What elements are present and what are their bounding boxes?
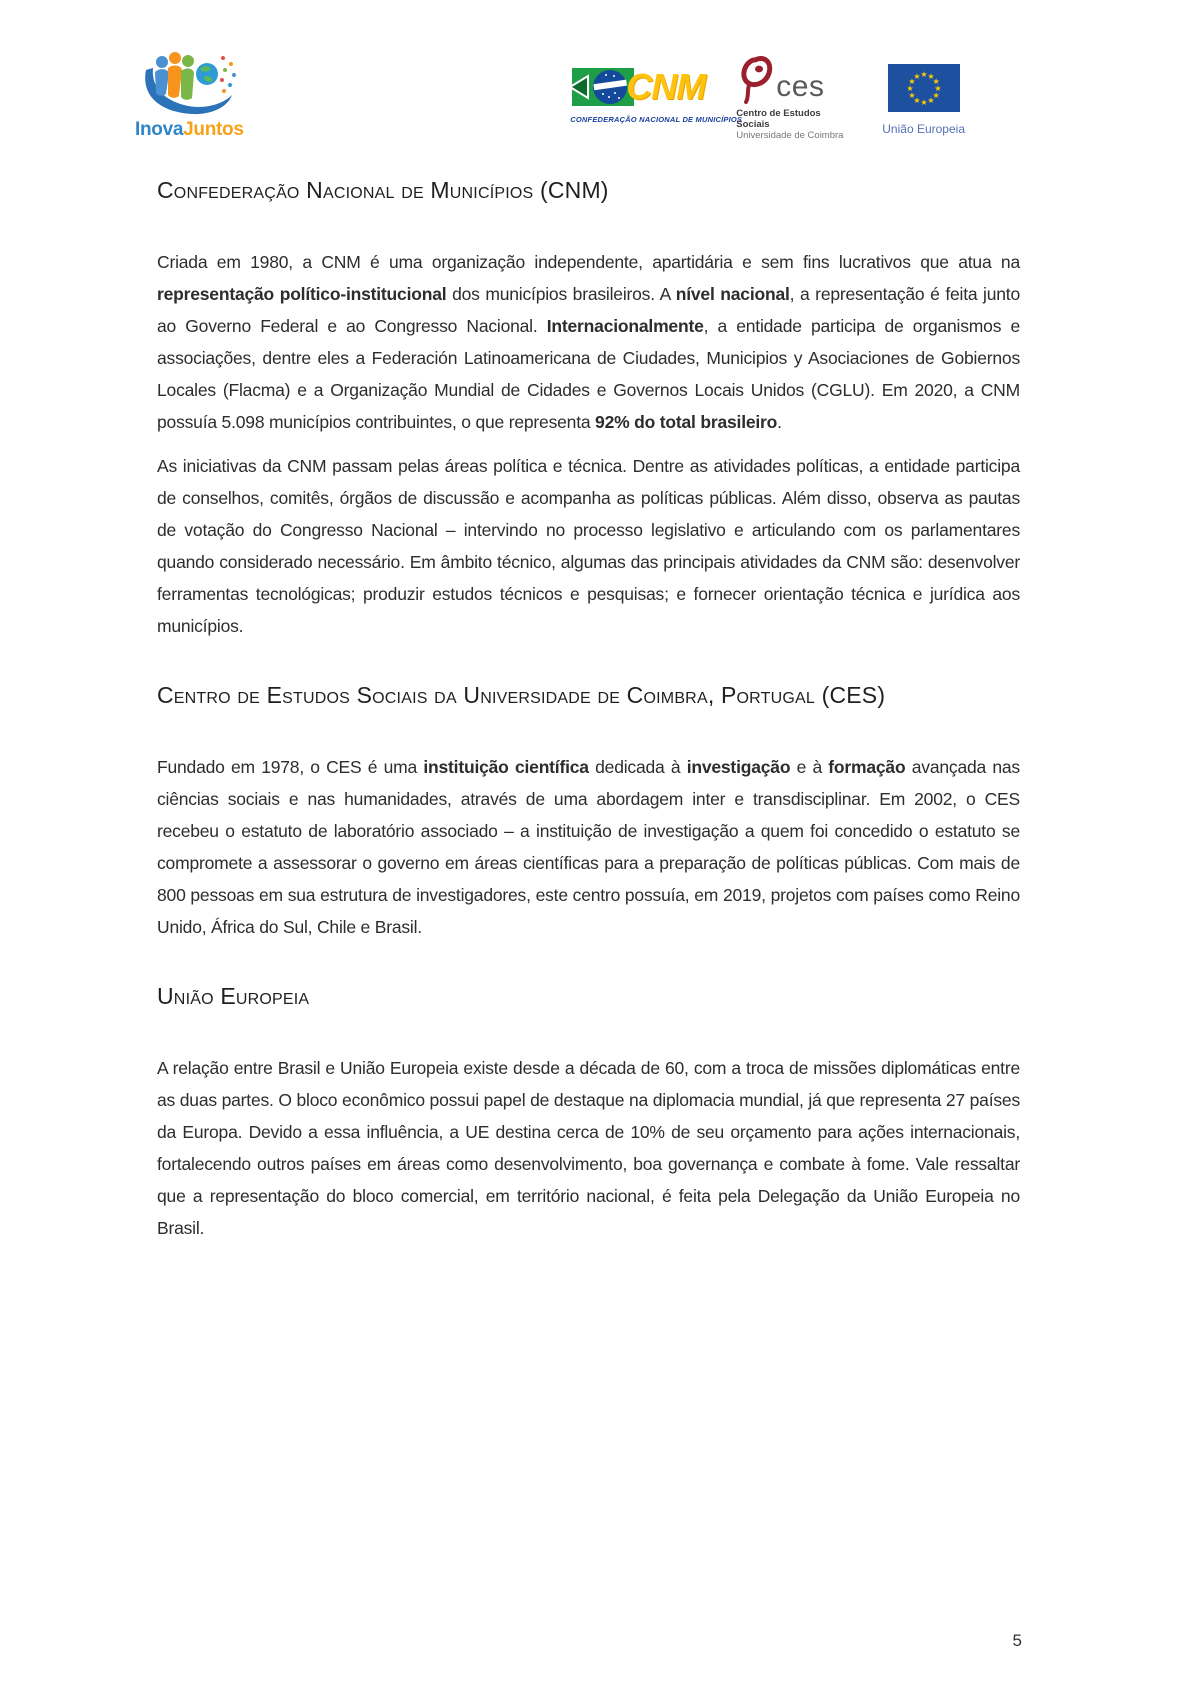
inovajuntos-icon	[135, 50, 247, 116]
svg-text:★: ★	[932, 91, 940, 100]
paragraph: As iniciativas da CNM passam pelas áreas política e técnica. Dentre as atividades políticas, a entidade participa de conselhos, comitês, órgãos de discussão e acompanha as políticas públicas. Além disso, observa as pautas de votação do Congresso Nacional – intervindo no processo legislativo e articulando com os parlamentares quando considerado necessário. Em âmbito técnico, algumas das principais atividades da CNM são: desenvolver ferramentas tecnológicas; produzir estudos técnicos e pesquisas; e fornecer orientação técnica e jurídica aos municípios.	[157, 456, 1020, 636]
page-number: 5	[1012, 1631, 1022, 1650]
ces-logo	[736, 54, 854, 141]
inova-word: Inova	[135, 119, 184, 140]
ces-glyph-icon	[736, 54, 774, 106]
section-heading-cnm: Confederação Nacional de Municípios (CNM)	[157, 177, 609, 203]
cnm-caption: CONFEDERAÇÃO NACIONAL DE MUNICÍPIOS	[570, 115, 743, 124]
svg-text:★: ★	[907, 77, 916, 86]
paragraph: A relação entre Brasil e União Europeia existe desde a década de 60, com a troca de missões diplomáticas entre as duas partes. O bloco econômico possui papel de destaque na diplomacia mundial, já que representa 27 países da Europa. Devido a essa influência, a UE destina cerca de 10% de seu orçamento para ações internacionais, fortalecendo outros países em áreas como desenvolvimento, boa governança e combate à fome. Vale ressaltar que a representação do bloco comercial, em território nacional, é feita pela Delegação da União Europeia no Brasil.	[157, 1058, 1020, 1238]
eu-caption: União Europeia	[882, 122, 965, 136]
ces-caption-line2: Universidade de Coimbra	[736, 130, 844, 141]
inovajuntos-logo	[135, 50, 255, 141]
section-uniao-europeia	[157, 983, 1020, 1244]
paragraph: Criada em 1980, a CNM é uma organização independente, apartidária e sem fins lucrativos que atua na representação político-institucional dos municípios brasileiros. A nível nacional, a representação é feita junto ao Governo Federal e ao Congresso Nacional. Internacionalmente, a entidade participa de organismos e associações, dentre eles a Federación Latinoamericana de Ciudades, Municipios y Asociaciones de Gobiernos Locales (Flacma) e a Organização Mundial de Cidades e Governos Locais Unidos (CGLU). Em 2020, a CNM possuía 5.098 municípios contribuintes, o que representa 92% do total brasileiro.	[157, 252, 1021, 432]
juntos-word: Juntos	[183, 119, 244, 140]
svg-text:★: ★	[920, 98, 928, 107]
svg-text:★: ★	[932, 77, 940, 86]
svg-text:★: ★	[927, 96, 935, 106]
svg-text:★: ★	[913, 96, 921, 106]
cnm-logo	[570, 62, 743, 124]
ces-caption-line1: Centro de Estudos Sociais	[736, 108, 821, 130]
page-footer	[1013, 1631, 1022, 1651]
ces-acronym: ces	[776, 70, 825, 103]
cnm-acronym: CNM	[626, 66, 706, 107]
svg-text:★: ★	[906, 84, 914, 93]
eu-flag-icon	[888, 64, 960, 112]
inovajuntos-wordmark	[135, 119, 255, 141]
document-body	[0, 177, 1190, 1244]
section-heading-ces: Centro de Estudos Sociais da Universidade de Coimbra, Portugal (CES)	[157, 682, 886, 708]
svg-text:★: ★	[907, 91, 916, 100]
eu-logo	[882, 64, 965, 136]
svg-text:★: ★	[934, 84, 942, 93]
svg-text:★: ★	[913, 71, 921, 81]
svg-text:★: ★	[920, 70, 928, 79]
section-ces	[157, 682, 1020, 943]
paragraph: Fundado em 1978, o CES é uma instituição científica dedicada à investigação e à formação avançada nas ciências sociais e nas humanidades, através de uma abordagem inter e transdisciplinar. Em 2002, o CES recebeu o estatuto de laboratório associado – a instituição de investigação a quem foi concedido o estatuto se compromete a assessorar o governo em áreas científicas para a preparação de políticas públicas. Com mais de 800 pessoas em sua estrutura de investigadores, este centro possuía, em 2019, projetos com países como Reino Unido, África do Sul, Chile e Brasil.	[157, 757, 1020, 937]
logo-header	[0, 0, 1190, 141]
section-heading-uniao-europeia: União Europeia	[157, 983, 310, 1009]
partner-logos	[570, 50, 965, 141]
svg-text:★: ★	[927, 71, 935, 81]
section-cnm	[157, 177, 1020, 642]
